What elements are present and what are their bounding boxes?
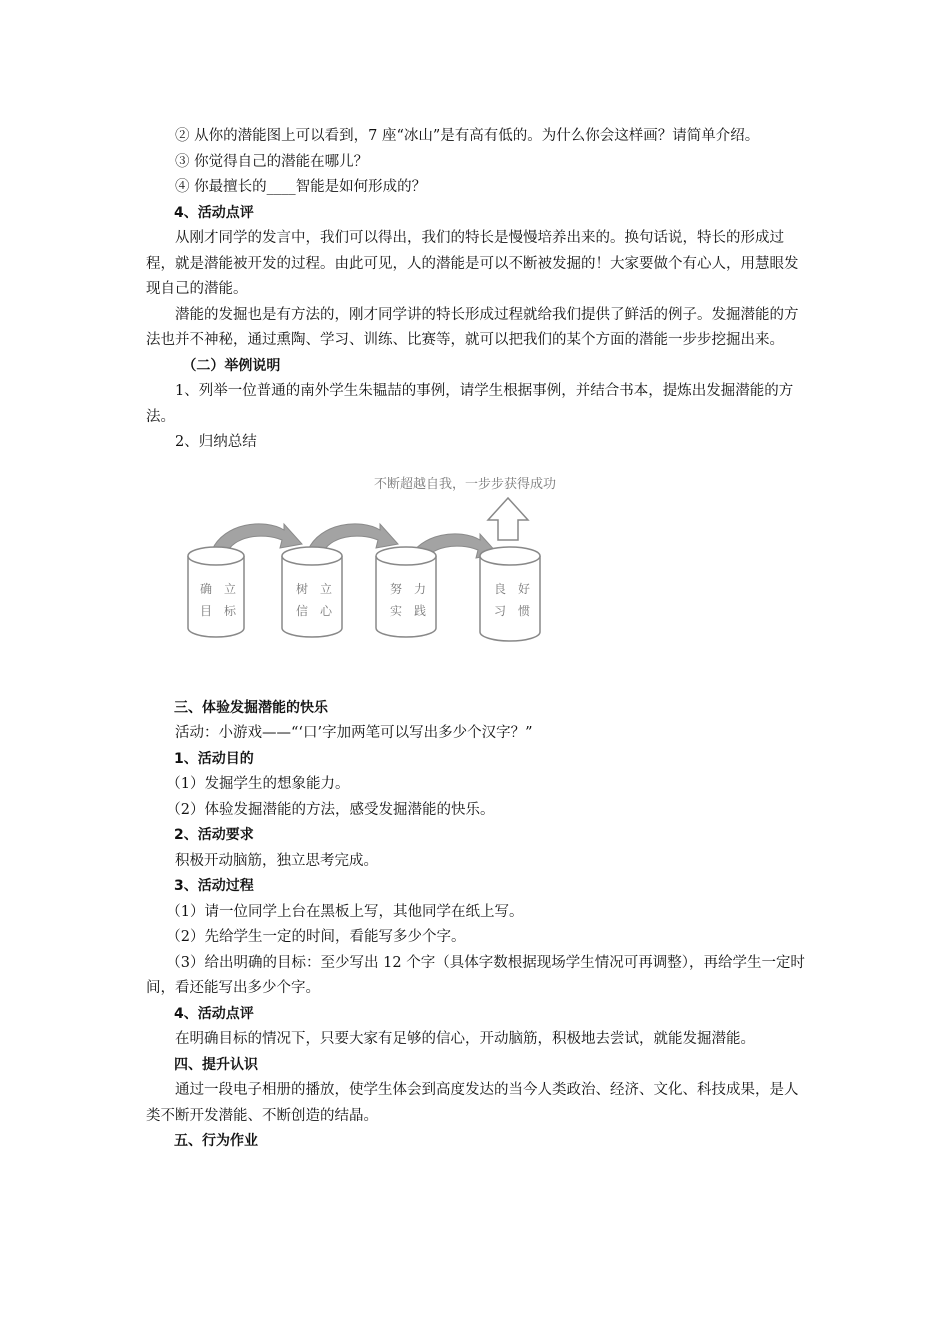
diagram-title: 不断超越自我，一步步获得成功 (374, 476, 557, 492)
example-item-1: 1、列举一位普通的南外学生朱韫喆的事例，请学生根据事例，并结合书本，提炼出发掘潜能的方法。 (146, 383, 794, 425)
heading-example: （二）举例说明 (182, 357, 281, 374)
step-3-line-2: 实 践 (390, 603, 427, 618)
heading-section-4: 四、提升认识 (174, 1056, 258, 1073)
heading-activity-process: 3、活动过程 (174, 878, 254, 894)
heading-activity-requirement: 2、活动要求 (174, 827, 254, 843)
goal-item-2: （2）体验发掘潜能的方法，感受发掘潜能的快乐。 (166, 801, 495, 818)
example-item-2: 2、归纳总结 (175, 434, 257, 450)
review-paragraph-1: 从刚才同学的发言中，我们可以得出，我们的特长是慢慢培养出来的。换句话说，特长的形成过程，就是潜能被开发的过程。由此可见，人的潜能是可以不断被发掘的！大家要做个有心人，用慧眼发现自己的潜能。 (146, 230, 799, 297)
heading-activity-goal: 1、活动目的 (174, 750, 254, 767)
success-flow-diagram (146, 456, 806, 696)
review-paragraph-2: 潜能的发掘也是有方法的，刚才同学讲的特长形成过程就给我们提供了鲜活的例子。发掘潜能的方法也并不神秘，通过熏陶、学习、训练、比赛等，就可以把我们的某个方面的潜能一步步挖掘出来。 (146, 306, 799, 348)
flow-diagram-svg (184, 468, 604, 668)
step-2-line-2: 信 心 (296, 603, 333, 618)
review-text-2: 在明确目标的情况下，只要大家有足够的信心，开动脑筋，积极地去尝试，就能发掘潜能。 (175, 1031, 755, 1047)
cylinder-step-2 (282, 547, 342, 637)
document-body (146, 124, 806, 1155)
requirement-text: 积极开动脑筋，独立思考完成。 (175, 852, 378, 869)
step-1-line-1: 确 立 (200, 581, 237, 596)
activity-description: 活动：小游戏——“‘口’字加两笔可以写出多少个汉字？” (175, 725, 533, 741)
step-1-line-2: 目 标 (200, 603, 237, 618)
process-item-2: （2）先给学生一定的时间，看能写多少个字。 (166, 929, 466, 945)
process-item-1: （1）请一位同学上台在黑板上写，其他同学在纸上写。 (166, 903, 524, 920)
question-2: ② 从你的潜能图上可以看到，7 座“冰山”是有高有低的。为什么你会这样画？请简单介绍。 (175, 128, 760, 144)
cylinder-step-4 (480, 547, 540, 641)
cylinder-step-1 (188, 547, 244, 637)
heading-activity-review-2: 4、活动点评 (174, 1005, 254, 1022)
question-4: ④ 你最擅长的____智能是如何形成的？ (175, 179, 427, 195)
heading-activity-review: 4、活动点评 (174, 204, 254, 221)
goal-item-1: （1）发掘学生的想象能力。 (166, 776, 350, 792)
question-3: ③ 你觉得自己的潜能在哪儿？ (175, 153, 369, 170)
step-3-line-1: 努 力 (390, 581, 427, 596)
step-4-line-2: 习 惯 (494, 603, 531, 618)
up-arrow-icon (488, 498, 528, 540)
heading-section-5: 五、行为作业 (174, 1133, 258, 1149)
heading-section-3: 三、体验发掘潜能的快乐 (174, 699, 328, 716)
cylinder-step-3 (376, 547, 436, 637)
process-item-3: （3）给出明确的目标：至少写出 12 个字（具体字数根据现场学生情况可再调整），再给学生一定时间，看还能写出多少个字。 (146, 954, 805, 996)
section-4-text: 通过一段电子相册的播放，使学生体会到高度发达的当今人类政治、经济、文化、科技成果，是人类不断开发潜能、不断创造的结晶。 (146, 1082, 799, 1124)
step-2-line-1: 树 立 (296, 581, 333, 596)
step-4-line-1: 良 好 (494, 581, 531, 596)
